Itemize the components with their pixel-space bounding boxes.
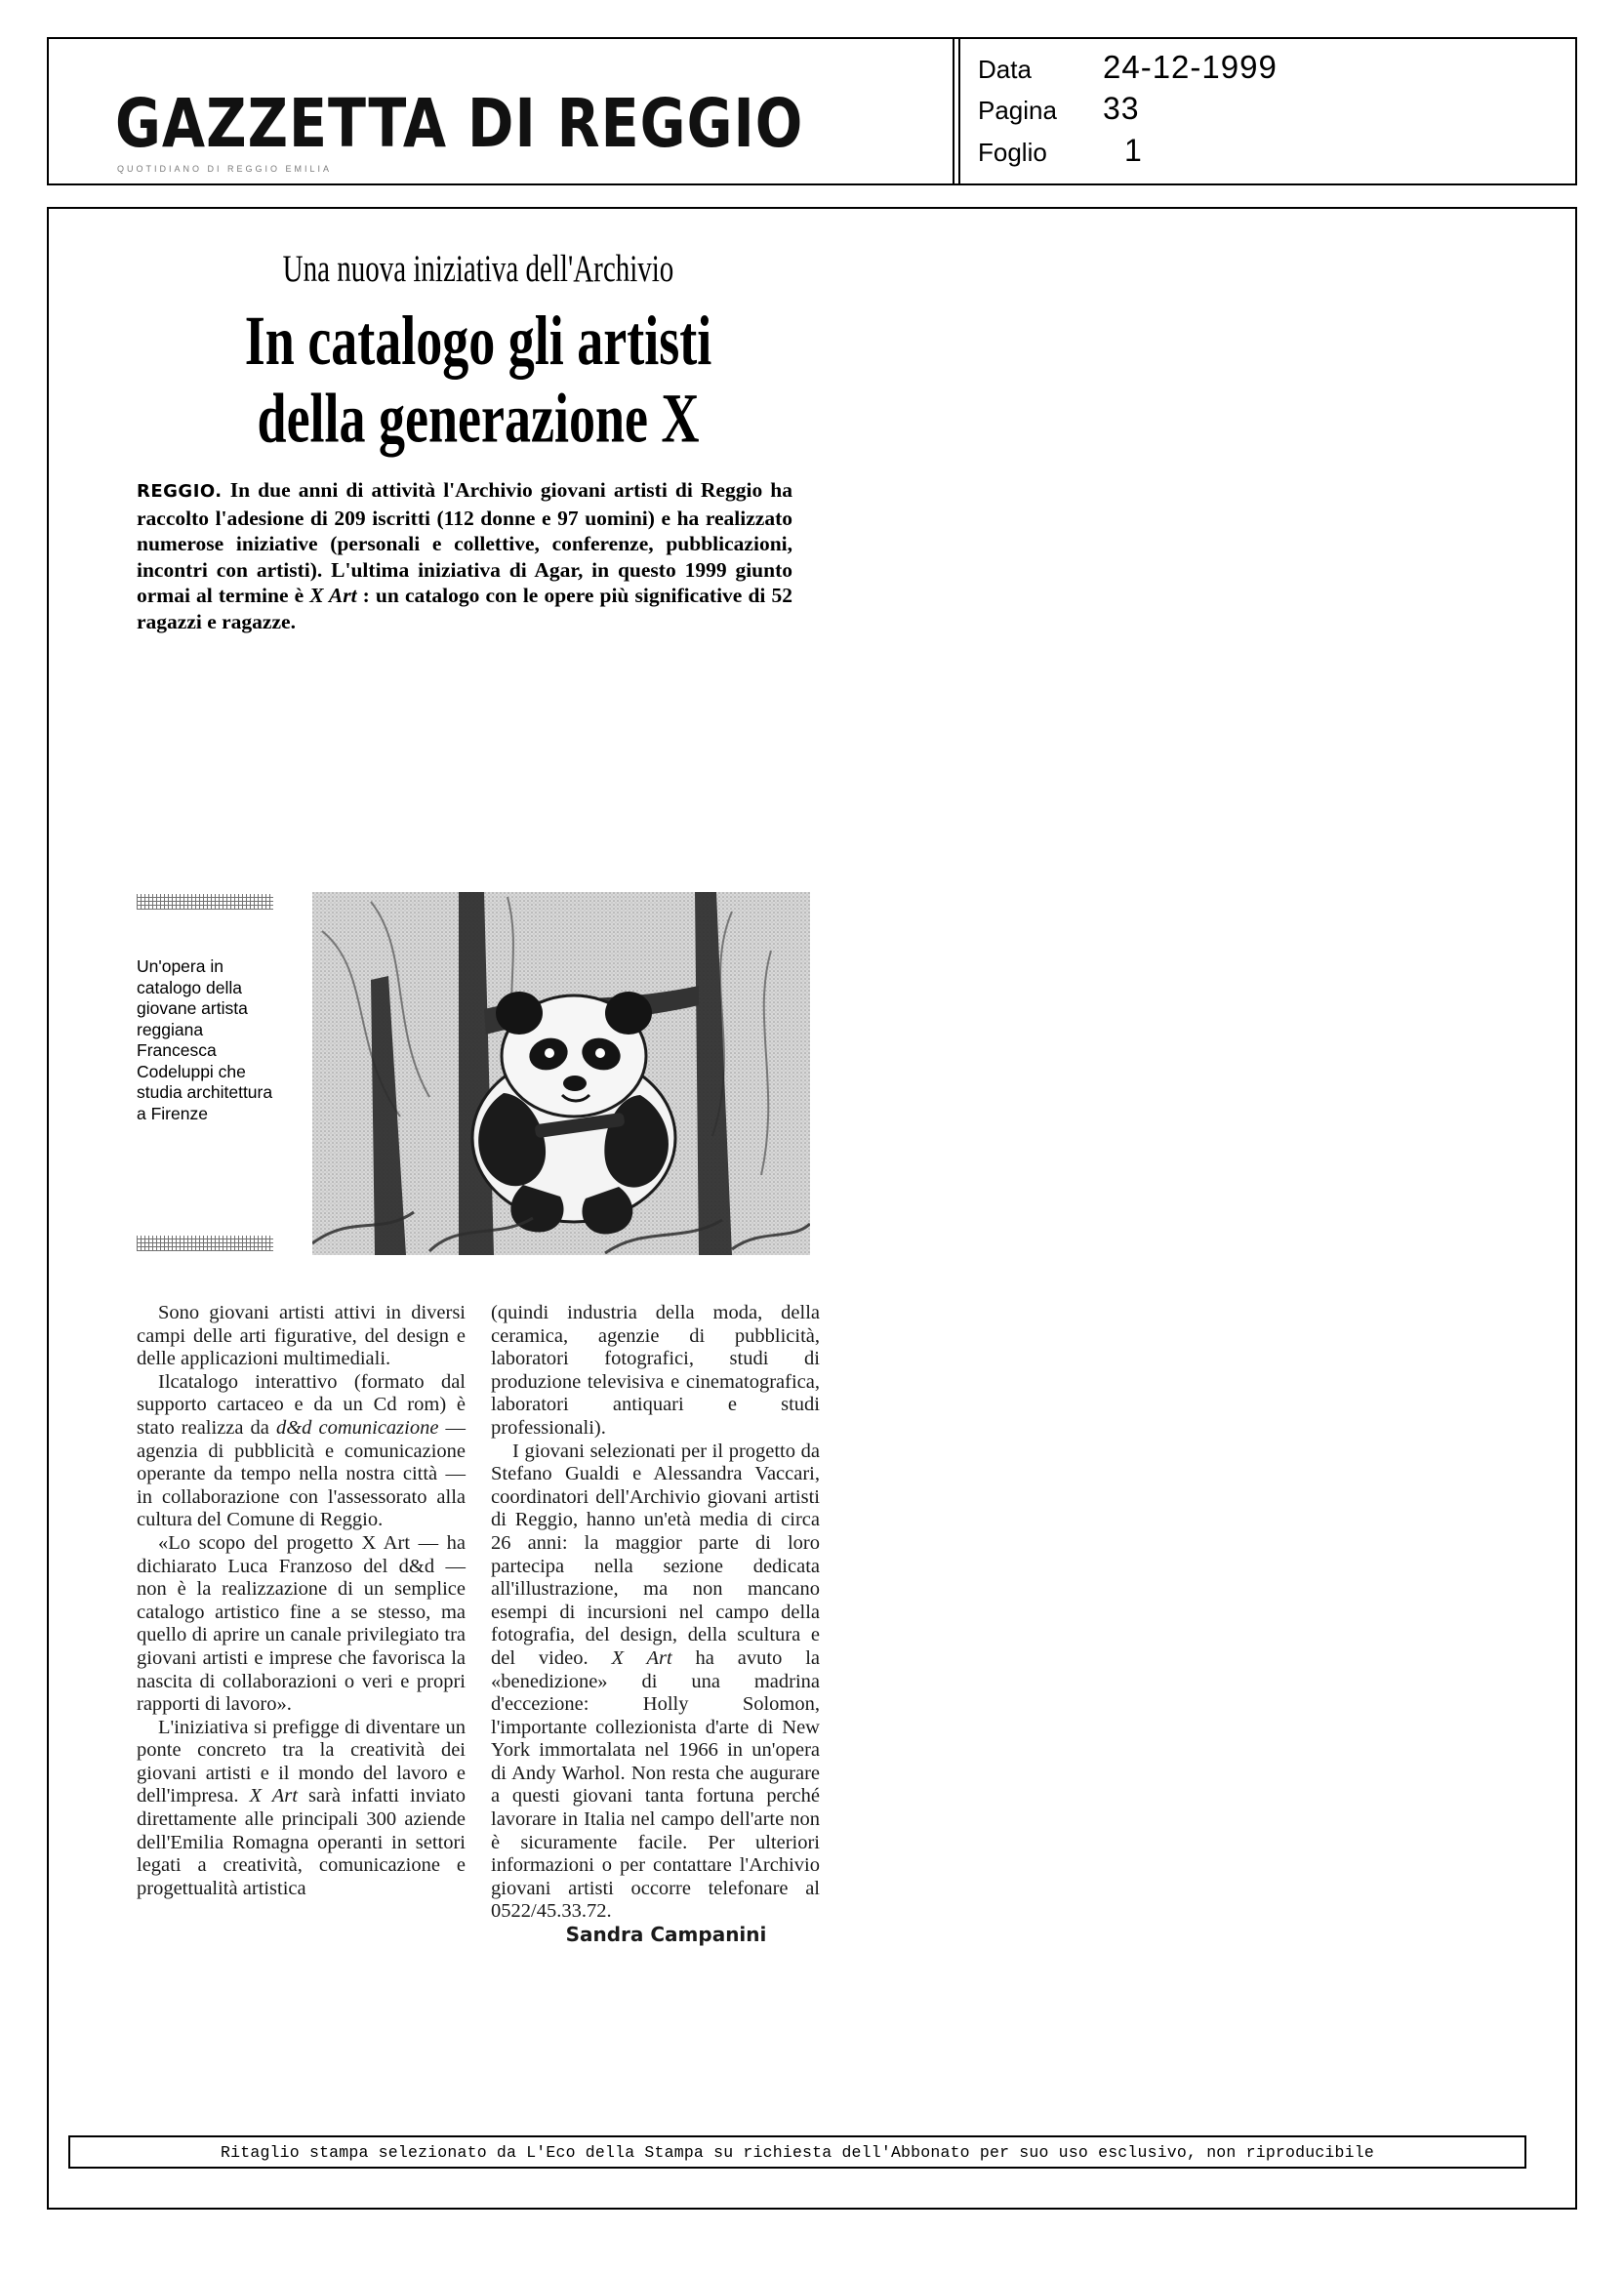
italic-agency-name: d&d comunicazione	[275, 1416, 439, 1439]
headline-line-1: In catalogo gli artisti	[244, 302, 712, 380]
italic-project-name: X Art	[249, 1785, 298, 1807]
paragraph	[137, 1717, 466, 1901]
lead-text-2: : un catalogo con le opere più significative di 52 ragazzi e ragazze.	[137, 584, 792, 633]
article-column-left	[137, 1302, 466, 1947]
meta-label-foglio: Foglio	[978, 138, 1047, 167]
paragraph: «Lo scopo del progetto X Art — ha dichiarato Luca Franzoso del d&d — non è la realizzazione di un semplice catalogo artistico fine a se stesso, ma quello di aprire un canale privilegiato tra giovani artisti e imprese che favorisca la nascita di collaborazioni o veri e propri rapporti di lavoro».	[137, 1531, 466, 1716]
paragraph-text: Ilcatalogo interattivo (formato dal supporto cartaceo e da un Cd rom) è stato realizza da	[137, 1370, 466, 1439]
meta-row-pagina	[978, 91, 1575, 133]
paragraph-text-cont: — agenzia di pubblicità e comunicazione operante da tempo nella nostra città — in collaborazione con l'assessorato alla cultura del Comune di Reggio.	[137, 1416, 467, 1531]
article-header	[137, 248, 820, 634]
clipping-footer-notice	[68, 2135, 1526, 2169]
masthead-logo-area	[49, 39, 953, 183]
decorative-hatch-top	[137, 894, 273, 910]
paragraph: Sono giovani artisti attivi in diversi campi delle arti figurative, del design e delle applicazioni multimediali.	[137, 1302, 466, 1370]
article-body	[137, 1302, 820, 1947]
paragraph-text-cont: sarà infatti inviato direttamente alle principali 300 aziende dell'Emilia Romagna operanti in settori legati a creatività, comunicazione e progettualità artistica	[137, 1785, 466, 1899]
paragraph-text: L'iniziativa si prefigge di diventare un ponte concreto tra la creatività dei giovani artisti e il mondo del lavoro e dell'impresa.	[137, 1716, 466, 1807]
article-photo	[312, 892, 810, 1255]
masthead-meta	[960, 39, 1575, 183]
lead-text-1: In due anni di attività l'Archivio giovani artisti di Reggio ha raccolto l'adesione di 209 iscritti (112 donne e 97 uomini) e ha realizzato numerose iniziative (personali e collettive, conferenze, pubblicazioni, incontri con artisti). L'ultima iniziativa di Agar, in questo 1999 giunto ormai al termine è	[137, 478, 792, 607]
article-lead	[137, 477, 792, 634]
paragraph: (quindi industria della moda, della ceramica, agenzie di pubblicità, laboratori fotografici, studi di produzione televisiva e cinematografica, laboratori antiquari e studi professionali).	[491, 1302, 820, 1439]
article-headline	[137, 302, 820, 458]
meta-label-data: Data	[978, 55, 1032, 84]
paper-title: GAZZETTA DI REGGIO	[115, 86, 804, 164]
photo-caption: Un'opera in catalogo della giovane artista reggiana Francesca Codeluppi che studia architettura a Firenze	[137, 956, 273, 1123]
meta-value-foglio: 1	[1124, 133, 1143, 168]
masthead	[47, 37, 1577, 185]
article-frame	[47, 207, 1577, 2210]
dateline-city: REGGIO.	[137, 481, 223, 502]
lead-italic-title: X Art	[309, 584, 357, 607]
italic-project-name-2: X Art	[611, 1646, 672, 1669]
meta-row-data	[978, 49, 1575, 91]
paragraph-text: I giovani selezionati per il progetto da Stefano Gualdi e Alessandra Vaccari, coordinatori dell'Archivio giovani artisti di Reggio, hanno un'età media di circa 26 anni: la maggior parte di loro partecipa nella sezione dedicata all'illustrazione, ma non mancano esempi di incursioni nel campo della fotografia, del design, della scultura e del video.	[491, 1440, 820, 1669]
article-kicker: Una nuova iniziativa dell'Archivio	[282, 248, 674, 291]
meta-label-pagina: Pagina	[978, 96, 1057, 125]
photo-block	[137, 892, 820, 1282]
panda-artwork-illustration	[312, 892, 810, 1255]
article-byline: Sandra Campanini	[565, 1923, 767, 1947]
meta-value-data: 24-12-1999	[1103, 49, 1278, 85]
meta-row-foglio	[978, 133, 1575, 175]
paragraph	[137, 1371, 466, 1532]
paragraph-text-cont: ha avuto la «benedizione» di una madrina d'eccezione: Holly Solomon, l'importante collezionista d'arte di New York immortalata nel 1966 in un'opera di Andy Warhol. Non resta che augurare a questi giovani tanta fortuna perché lavorare in Italia nel campo dell'arte non è sicuramente facile. Per ulteriori informazioni o per contattare l'Archivio giovani artisti occorre telefonare al 0522/45.33.72.	[491, 1646, 820, 1923]
article-column-right	[491, 1302, 820, 1947]
decorative-hatch-bottom	[137, 1236, 273, 1251]
paragraph	[491, 1441, 820, 1924]
paper-subtitle: QUOTIDIANO DI REGGIO EMILIA	[117, 164, 333, 174]
headline-line-2: della generazione X	[257, 379, 700, 458]
footer-text: Ritaglio stampa selezionato da L'Eco della Stampa su richiesta dell'Abbonato per suo uso esclusivo, non riproducibile	[221, 2142, 1374, 2162]
masthead-divider	[953, 39, 960, 183]
meta-value-pagina: 33	[1103, 91, 1140, 126]
